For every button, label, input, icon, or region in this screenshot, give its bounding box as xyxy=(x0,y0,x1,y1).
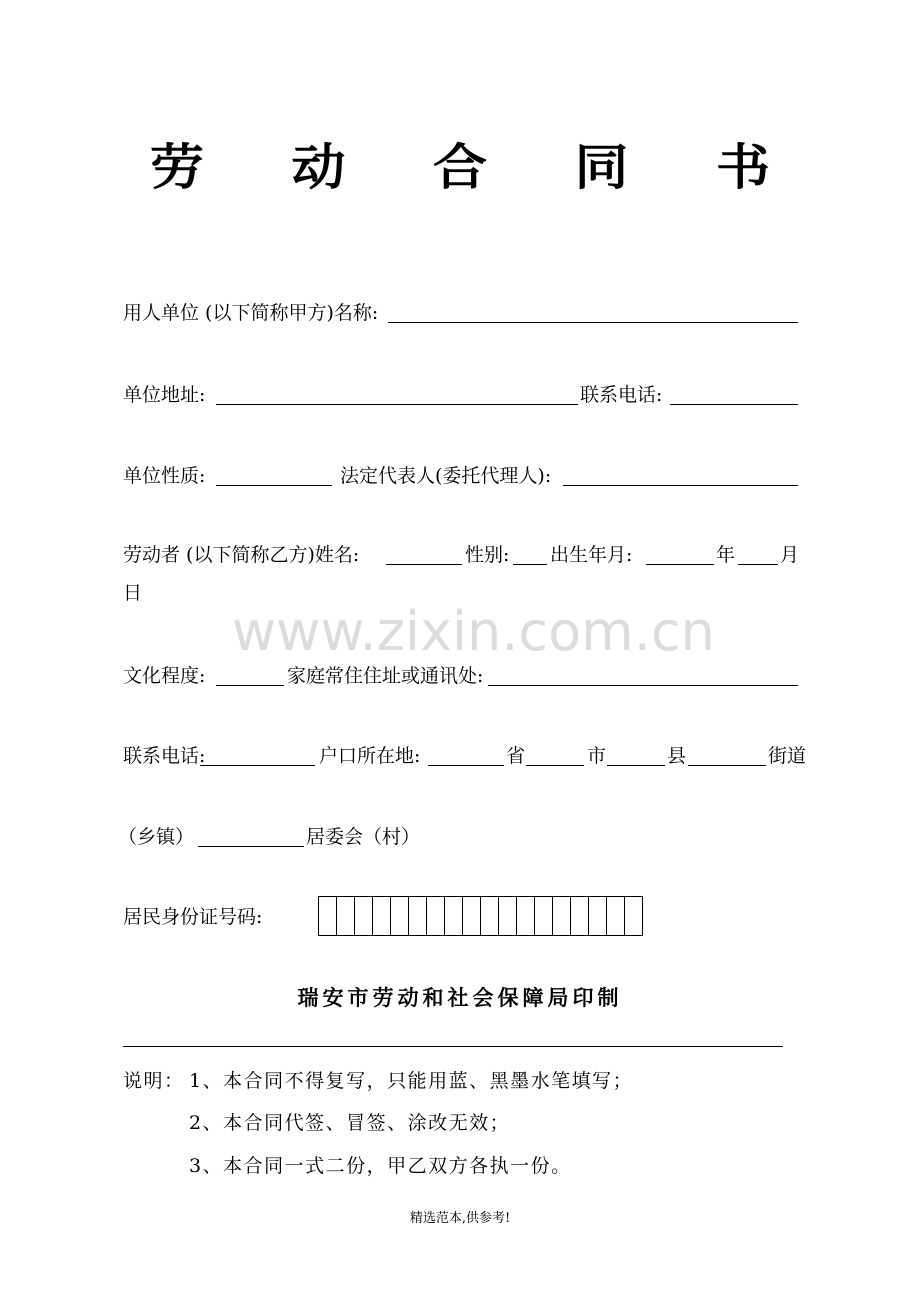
city-label: 市 xyxy=(587,745,607,767)
id-digit-box[interactable] xyxy=(355,897,373,935)
id-digit-box[interactable] xyxy=(499,897,517,935)
notes-prefix: 说明： xyxy=(123,1070,185,1092)
day-label: 日 xyxy=(123,582,143,604)
title-char-5: 书 xyxy=(716,138,770,195)
document-title xyxy=(150,128,770,198)
id-digit-box[interactable] xyxy=(337,897,355,935)
year-label: 年 xyxy=(716,544,736,566)
title-char-4: 同 xyxy=(574,138,629,195)
street-field[interactable] xyxy=(688,765,766,766)
employer-nature-field[interactable] xyxy=(216,485,332,486)
id-digit-box[interactable] xyxy=(607,897,625,935)
city-field[interactable] xyxy=(526,765,584,766)
gender-label: 性别: xyxy=(465,544,510,566)
street-label: 街道 xyxy=(768,745,807,767)
month-label: 月 xyxy=(780,544,800,566)
id-digit-box[interactable] xyxy=(553,897,571,935)
employer-nature-label: 单位性质: xyxy=(123,465,206,487)
note-item-1: 1、本合同不得复写，只能用蓝、黑墨水笔填写； xyxy=(189,1070,634,1092)
education-label: 文化程度: xyxy=(123,665,206,687)
education-field[interactable] xyxy=(216,685,284,686)
gender-field[interactable] xyxy=(513,564,547,565)
footer-text: 精选范本,供参考! xyxy=(409,1211,511,1226)
county-label: 县 xyxy=(667,745,687,767)
id-digit-box[interactable] xyxy=(391,897,409,935)
title-char-3: 合 xyxy=(433,138,487,195)
id-digit-box[interactable] xyxy=(445,897,463,935)
title-char-2: 动 xyxy=(291,138,346,195)
employer-phone-label: 联系电话: xyxy=(580,384,663,406)
committee-label: 居委会（村） xyxy=(306,826,421,848)
id-digit-box[interactable] xyxy=(427,897,445,935)
township-label: （乡镇） xyxy=(118,826,195,848)
township-field[interactable] xyxy=(198,846,304,847)
worker-phone-field[interactable] xyxy=(200,765,315,766)
id-digit-box[interactable] xyxy=(319,897,337,935)
id-digit-box[interactable] xyxy=(589,897,607,935)
birth-label: 出生年月: xyxy=(550,544,633,566)
legal-rep-label: 法定代表人(委托代理人): xyxy=(340,465,552,487)
worker-name-label: 劳动者 (以下简称乙方)姓名: xyxy=(123,544,360,566)
watermark: www.zixin.com.cn xyxy=(232,600,715,663)
employer-phone-field[interactable] xyxy=(670,404,798,405)
employer-address-label: 单位地址: xyxy=(123,384,206,406)
id-digit-box[interactable] xyxy=(571,897,589,935)
birth-month-field[interactable] xyxy=(738,564,778,565)
province-field[interactable] xyxy=(428,765,504,766)
divider-line xyxy=(123,1046,783,1047)
id-digit-box[interactable] xyxy=(535,897,553,935)
printer-credit: 瑞安市劳动和社会保障局印制 xyxy=(297,986,623,1010)
id-digit-box[interactable] xyxy=(409,897,427,935)
birth-year-field[interactable] xyxy=(646,564,714,565)
province-label: 省 xyxy=(506,745,526,767)
employer-name-label: 用人单位 (以下简称甲方)名称: xyxy=(123,302,379,324)
id-digit-box[interactable] xyxy=(463,897,481,935)
note-item-2: 2、本合同代签、冒签、涂改无效； xyxy=(189,1112,511,1134)
worker-phone-label: 联系电话: xyxy=(123,745,206,767)
legal-rep-field[interactable] xyxy=(563,485,798,486)
id-label: 居民身份证号码: xyxy=(123,906,263,928)
employer-name-field[interactable] xyxy=(388,322,798,323)
hukou-label: 户口所在地: xyxy=(319,745,421,767)
employer-address-field[interactable] xyxy=(216,404,578,405)
county-field[interactable] xyxy=(607,765,665,766)
id-digit-box[interactable] xyxy=(373,897,391,935)
id-digit-box[interactable] xyxy=(625,897,642,935)
note-item-3: 3、本合同一式二份，甲乙双方各执一份。 xyxy=(189,1155,572,1177)
title-char-1: 劳 xyxy=(150,138,204,195)
id-digit-box[interactable] xyxy=(517,897,535,935)
id-number-grid[interactable] xyxy=(318,896,643,936)
worker-address-label: 家庭常住住址或通讯处: xyxy=(287,665,484,687)
worker-name-field[interactable] xyxy=(386,564,462,565)
worker-address-field[interactable] xyxy=(488,685,798,686)
employer-name-row xyxy=(123,300,378,326)
id-digit-box[interactable] xyxy=(481,897,499,935)
